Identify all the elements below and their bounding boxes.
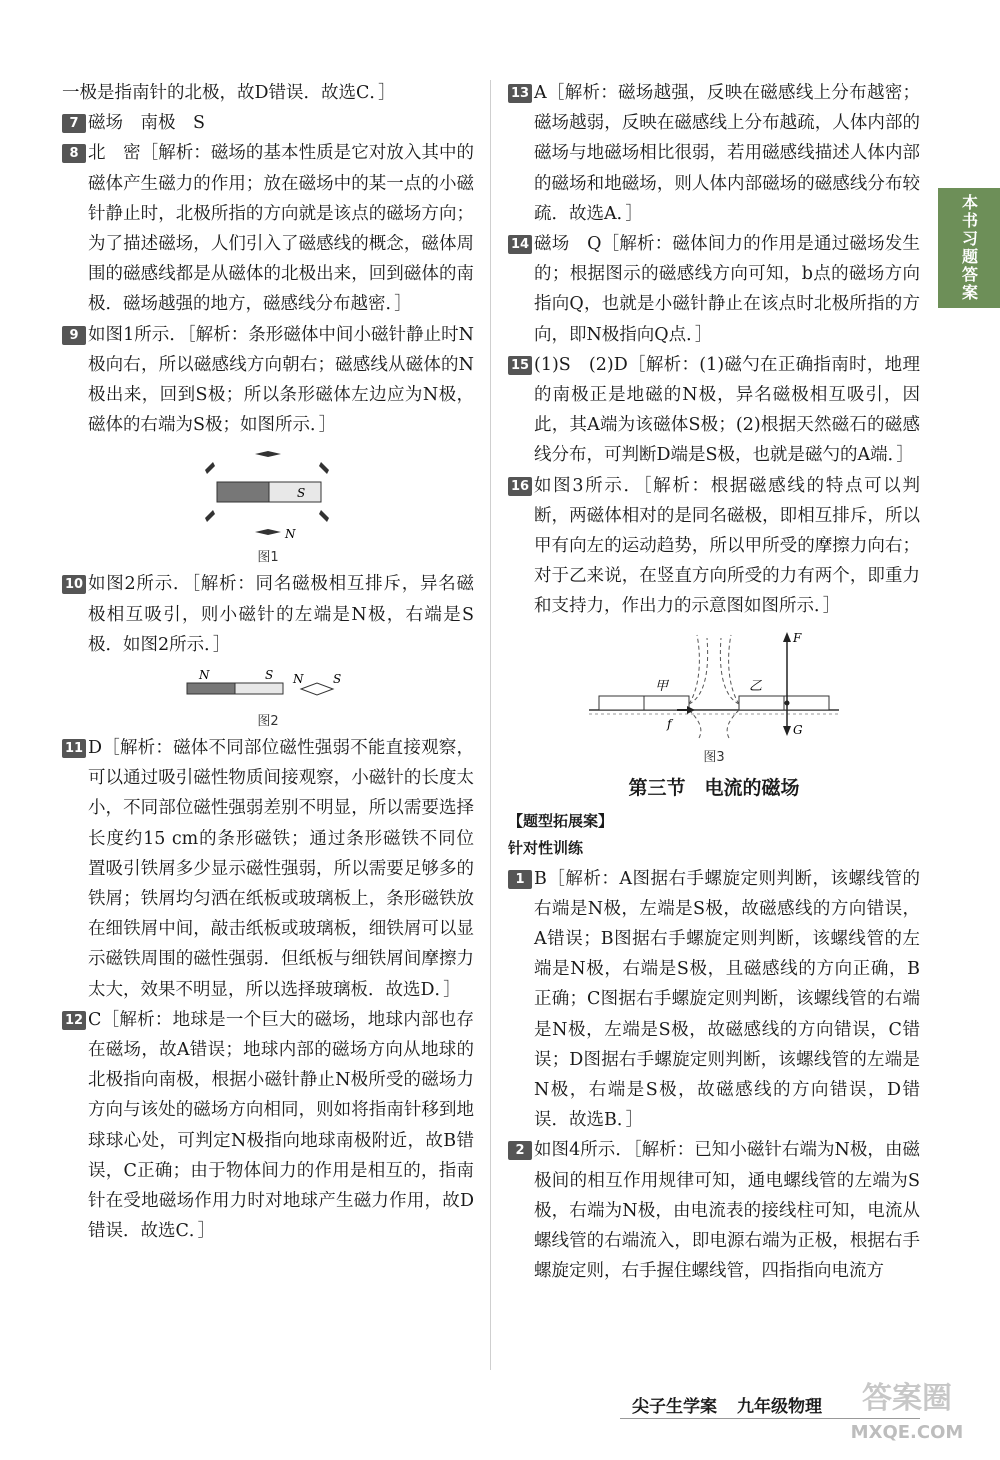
figure-3-caption: 图3 (703, 749, 725, 765)
watermark (832, 1382, 982, 1452)
compass-needle (255, 451, 281, 457)
answer-item-11 (62, 733, 474, 1005)
answer-item-15 (508, 350, 920, 471)
label-jia: 甲 (655, 678, 669, 694)
item-text: 如图2所示．［解析：同名磁极相互排斥，异名磁极相互吸引，则小磁针的左端是N极，右端是S极．如图2所示．］ (88, 574, 474, 655)
compass-needle (205, 462, 215, 474)
answer-item-continuation: 一极是指南针的北极，故D错误．故选C．］ (62, 83, 396, 103)
side-tab[interactable]: 本书习题答案 (938, 188, 1000, 308)
needle-n-label: N (293, 672, 304, 687)
magnet-s-label: S (297, 486, 306, 501)
compass-needle (319, 462, 329, 474)
magnet-right-half (235, 683, 283, 694)
item-text: 北 密［解析：磁场的基本性质是它对放入其中的磁体产生磁力的作用；放在磁场中的某一点的小磁针静止时，北极所指的方向就是该点的磁场方向；为了描述磁场，人们引入了磁感线的概念，磁体周围的磁感线都是从磁体的北极出来，回到磁体的南极．磁场越强的地方，磁感线分布越密．］ (88, 143, 474, 315)
item-text: A［解析：磁场越强，反映在磁感线上分布越密；磁场越弱，反映在磁感线上分布越疏，人体内部的磁场与地磁场相比很弱，若用磁感线描述人体内部的磁场和地磁场，则人体内部磁场的磁感线分布较疏．故选A．］ (534, 83, 920, 224)
training-heading: 针对性训练 (508, 838, 584, 857)
compass-needle (319, 510, 329, 522)
needle-s-label: S (333, 672, 342, 687)
compass-needle (205, 510, 215, 522)
answer-item-8 (62, 138, 474, 319)
magnet-n-label: N (199, 668, 210, 683)
item-number: 7 (62, 114, 86, 133)
arrow-head (783, 726, 791, 736)
figure-1 (193, 448, 343, 540)
right-column (508, 78, 920, 1287)
magnet-right-half (269, 482, 321, 502)
training-item-1 (508, 864, 920, 1136)
answer-item-13 (508, 78, 920, 229)
item-number: 9 (62, 326, 86, 345)
item-text: 如图4所示．［解析：已知小磁针右端为N极，由磁极间的相互作用规律可知，通电螺线管的左端为S极，右端为N极，由电流表的接线柱可知，电流从螺线管的右端流入，即电源右端为正极，根据右手螺旋定则，右手握住螺线管，四指指向电流方 (534, 1140, 920, 1282)
force-origin-point (785, 700, 790, 705)
compass-needle (255, 529, 281, 535)
force-g-label: G (793, 722, 803, 737)
answer-item-14 (508, 229, 920, 350)
field-line (729, 635, 739, 704)
item-number: 16 (508, 477, 532, 496)
field-line (689, 635, 699, 704)
field-line (689, 638, 708, 704)
figure-3 (589, 630, 839, 740)
watermark-url: MXQE.COM (850, 1422, 964, 1443)
compass-needle (301, 683, 333, 695)
arrow-head (783, 632, 791, 642)
item-number: 13 (508, 84, 532, 103)
magnet-jia-right (644, 696, 689, 710)
training-item-2 (508, 1135, 920, 1286)
item-text: 磁场 南极 S (88, 113, 205, 134)
magnet-yi-left (739, 696, 784, 710)
item-text: 如图1所示．［解析：条形磁体中间小磁针静止时N极向右，所以磁感线方向朝右；磁感线从磁体的N极出来，回到S极；所以条形磁体左边应为N极，磁体的右端为S极；如图所示．］ (88, 324, 474, 436)
item-number: 8 (62, 144, 86, 163)
field-line (720, 638, 739, 704)
magnet-jia-left (599, 696, 644, 710)
answer-item-12 (62, 1005, 474, 1247)
item-number: 15 (508, 356, 532, 375)
item-text: C［解析：地球是一个巨大的磁场，地球内部也存在磁场，故A错误；地球内部的磁场方向从地球的北极指向南极，根据小磁针静止N极所受的磁场力方向与该处的磁场方向相同，则如将指南针移到地球球心处，可判定N极指向地球南极附近，故B错误，C正确；由于物体间力的作用是相互的，指南针在受地磁场作用力时对地球产生磁力作用，故D错误．故选C．］ (88, 1009, 474, 1242)
needle-n-label: N (285, 527, 296, 541)
item-number: 12 (62, 1011, 86, 1030)
item-number: 14 (508, 235, 532, 254)
magnet-left-half (187, 683, 235, 694)
item-text: B［解析：A图据右手螺旋定则判断，该螺线管的右端是N极，左端是S极，故磁感线的方向错误，A错误；B图据右手螺旋定则判断，该螺线管的左端是N极，右端是S极，且磁感线的方向正确，B正确；C图据右手螺旋定则判断，该螺线管的右端是N极，左端是S极，故磁感线的方向错误，C错误；D图据右手螺旋定则判断，该螺线管的左端是N极，右端是S极，故磁感线的方向错误，D错误．故选B．］ (534, 868, 920, 1131)
force-f-label: F (793, 630, 802, 645)
figure-3-diagram (589, 630, 839, 740)
figure-2-caption: 图2 (257, 714, 279, 730)
item-text: 如图3所示．［解析：根据磁感线的特点可以判断，两磁体相对的是同名磁极，即相互排斥，所以甲有向左的运动趋势，所以甲所受的摩擦力向右；对于乙来说，在竖直方向所受的力有两个，即重力和支持力，作出力的示意图如图所示．］ (534, 475, 920, 617)
subsection-heading: 【题型拓展案】 (508, 811, 614, 830)
item-number: 11 (62, 739, 86, 758)
item-number: 1 (508, 870, 532, 889)
item-number: 2 (508, 1141, 532, 1160)
book-title: 尖子生学案 (632, 1397, 717, 1417)
page-footer (632, 1392, 842, 1417)
answer-item-9 (62, 320, 474, 441)
item-text: 磁场 Q［解析：磁体间力的作用是通过磁场发生的；根据图示的磁感线方向可知，b点的磁场方向指向Q，也就是小磁针静止在该点时北极所指的方向，即N极指向Q点．］ (534, 234, 920, 345)
left-column (62, 78, 474, 1247)
figure-2-diagram (183, 668, 353, 704)
arrow-head (687, 706, 695, 714)
answer-item-16 (508, 471, 920, 622)
magnet-s-label: S (265, 668, 274, 683)
figure-1-caption: 图1 (257, 550, 279, 566)
item-number: 10 (62, 575, 86, 594)
item-text: (1)S (2)D［解析：(1)磁勺在正确指南时，地理的南极正是地磁的N极，异名磁极相互吸引，因此，其A端为该磁体S极；(2)根据天然磁石的磁感线分布，可判断D端是S极，也就是磁勺的A端．］ (534, 354, 920, 466)
item-text: D［解析：磁体不同部位磁性强弱不能直接观察，可以通过吸引磁性物质间接观察，小磁针的长度太小，不同部位磁性强弱差别不明显，所以需要选择长度约15 cm的条形磁铁；通过条形磁铁不同位置吸引铁屑多少显示磁性强弱，所以需要足够多的铁屑；铁屑均匀洒在纸板或玻璃板上，条形磁铁放在细铁屑中间，敲击纸板或玻璃板，细铁屑可以显示磁铁周围的磁性强弱．但纸板与细铁屑间摩擦力太大，效果不明显，所以选择玻璃板．故选D．］ (88, 738, 474, 1000)
column-divider (490, 80, 491, 1370)
figure-1-diagram (193, 448, 343, 540)
magnet-yi-right (784, 696, 829, 710)
label-yi: 乙 (749, 678, 763, 694)
magnet-left-half (217, 482, 269, 502)
answer-item-7 (62, 108, 474, 138)
friction-label: f (667, 716, 672, 731)
figure-2 (183, 668, 353, 704)
grade-label: 九年级物理 (737, 1397, 822, 1417)
section-title: 第三节 电流的磁场 (628, 776, 800, 799)
answer-item-10 (62, 569, 474, 660)
watermark-logo: 答案圈 (862, 1381, 952, 1416)
